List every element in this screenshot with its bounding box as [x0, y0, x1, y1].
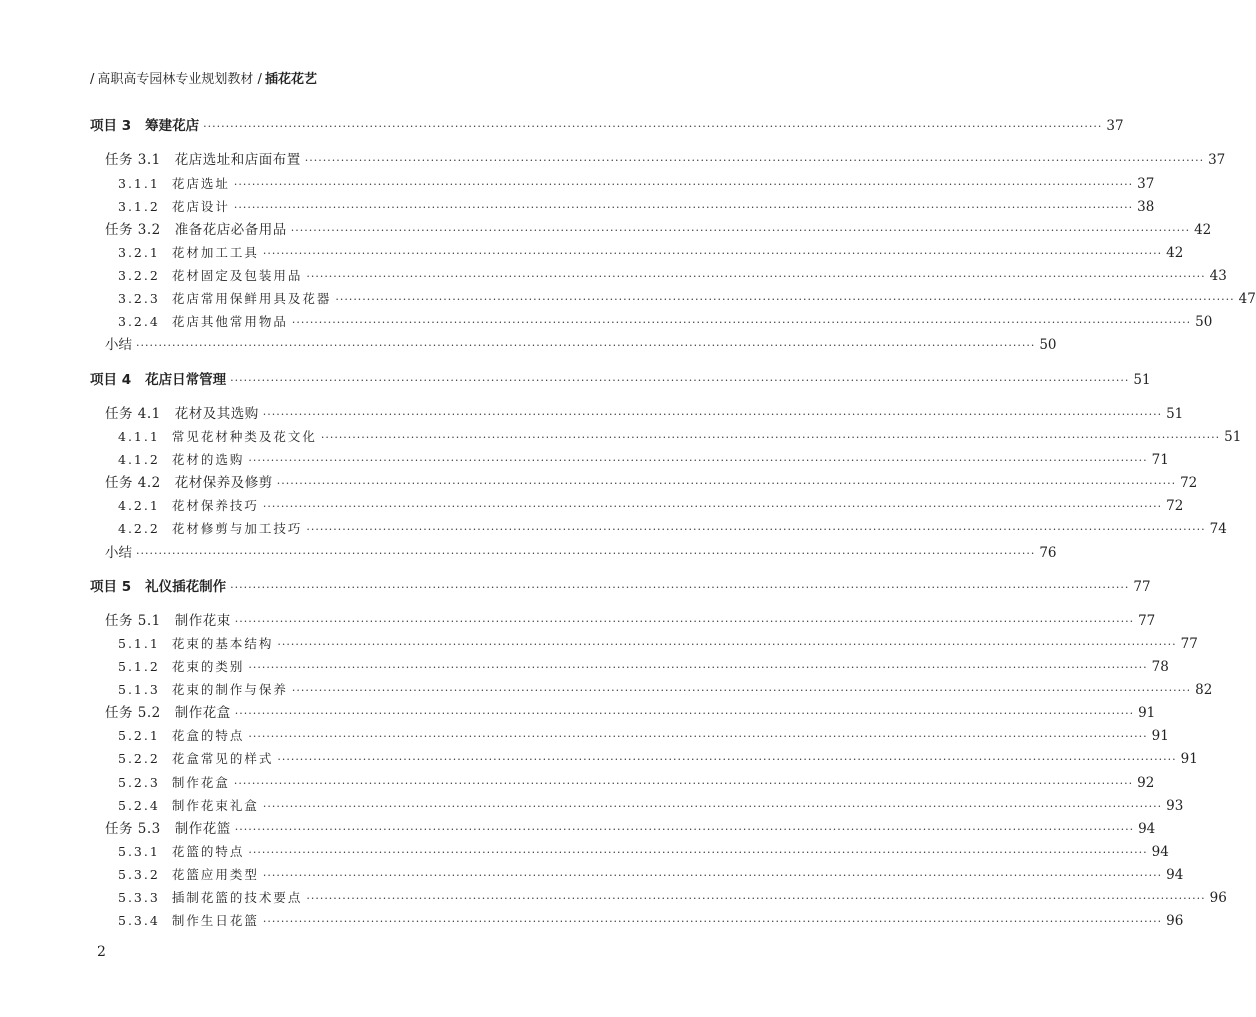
- toc-entry-title: 花店其他常用物品: [171, 314, 288, 329]
- toc-entry-page: 51: [1133, 372, 1151, 388]
- toc-entry-page: 77: [1133, 579, 1151, 595]
- toc-entry-number: 任务 5.3: [105, 821, 161, 837]
- toc-entry-label: [105, 543, 132, 563]
- toc-entry-label: [118, 243, 259, 263]
- toc-entry-title: 花材保养及修剪: [174, 475, 273, 491]
- toc-entry-number: 5.3.1: [118, 844, 160, 859]
- toc-entry-label: [105, 819, 231, 839]
- toc-entry[interactable]: [0, 116, 1124, 136]
- toc-entry-number: 4.2.2: [118, 521, 160, 536]
- toc-entry-title: 花店选址: [171, 176, 230, 191]
- toc-entry-label: [105, 611, 231, 631]
- toc-entry-page: 91: [1151, 728, 1169, 744]
- toc-entry-page: 43: [1209, 268, 1227, 284]
- leader-dots: ········································································································································································································: [262, 247, 1163, 260]
- toc-entry-page: 38: [1137, 199, 1155, 215]
- page-number: 2: [97, 944, 106, 960]
- toc-entry[interactable]: [0, 680, 1213, 700]
- toc-entry-title: 礼仪插花制作: [145, 579, 227, 595]
- toc-entry-page: 78: [1151, 659, 1169, 675]
- toc-entry-label: [118, 197, 230, 217]
- toc-entry-number: 任务 4.2: [105, 475, 161, 491]
- toc-entry-title: 花店日常管理: [145, 372, 227, 388]
- leader-dots: ········································································································································································································: [230, 581, 1130, 594]
- toc-entry[interactable]: [0, 174, 1155, 194]
- toc-entry-label: [118, 911, 259, 931]
- toc-entry[interactable]: [0, 634, 1198, 654]
- leader-dots: ········································································································································································································: [234, 823, 1135, 836]
- toc-entry[interactable]: [0, 819, 1156, 839]
- toc-entry-number: 任务 3.1: [105, 152, 161, 168]
- toc-entry[interactable]: [0, 335, 1057, 355]
- toc-entry-label: [118, 496, 259, 516]
- leader-dots: ········································································································································································································: [234, 615, 1135, 628]
- toc-entry[interactable]: [0, 519, 1227, 539]
- toc-entry-title: 花店常用保鲜用具及花器: [171, 291, 332, 306]
- toc-entry-number: 5.3.2: [118, 867, 160, 882]
- leader-dots: ········································································································································································································: [262, 800, 1163, 813]
- toc-entry-page: 47: [1238, 291, 1256, 307]
- toc-entry-title: 花材的选购: [171, 452, 245, 467]
- toc-entry[interactable]: [0, 243, 1184, 263]
- toc-entry[interactable]: [0, 197, 1155, 217]
- toc-entry-title: 花束的类别: [171, 659, 245, 674]
- toc-entry-number: 4.1.2: [118, 452, 160, 467]
- toc-entry-title: 花材固定及包装用品: [171, 268, 303, 283]
- toc-entry-page: 91: [1138, 705, 1156, 721]
- leader-dots: ········································································································································································································: [306, 270, 1206, 283]
- toc-entry-title: 小结: [105, 545, 132, 561]
- toc-entry-title: 花盒的特点: [171, 728, 245, 743]
- toc-entry-number: 项目 4: [90, 372, 132, 388]
- toc-entry-page: 51: [1224, 429, 1242, 445]
- leader-dots: ········································································································································································································: [248, 661, 1148, 674]
- leader-dots: ········································································································································································································: [262, 500, 1163, 513]
- toc-entry-title: 制作生日花篮: [171, 913, 259, 928]
- leader-dots: ········································································································································································································: [276, 477, 1177, 490]
- toc-entry-title: 花材保养技巧: [171, 498, 259, 513]
- toc-entry-label: [105, 220, 287, 240]
- toc-entry-number: 3.2.2: [118, 268, 160, 283]
- toc-entry-label: [118, 657, 244, 677]
- toc-entry-page: 96: [1166, 913, 1184, 929]
- toc-entry-number: 3.2.1: [118, 245, 160, 260]
- toc-entry-page: 72: [1166, 498, 1184, 514]
- leader-dots: ········································································································································································································: [262, 408, 1163, 421]
- toc-entry[interactable]: [0, 543, 1057, 563]
- toc-entry-title: 准备花店必备用品: [174, 222, 287, 238]
- toc-entry[interactable]: [0, 657, 1169, 677]
- toc-entry-title: 制作花束: [174, 613, 231, 629]
- toc-entry-page: 72: [1180, 475, 1198, 491]
- book-title: 插花花艺: [264, 72, 317, 87]
- toc-entry-title: 花篮的特点: [171, 844, 245, 859]
- toc-entry[interactable]: [0, 865, 1184, 885]
- toc-entry[interactable]: [0, 749, 1198, 769]
- leader-dots: ········································································································································································································: [234, 707, 1135, 720]
- toc-entry-number: 任务 4.1: [105, 406, 161, 422]
- leader-dots: ········································································································································································································: [248, 846, 1148, 859]
- toc-entry-label: [118, 427, 317, 447]
- toc-entry-page: 94: [1166, 867, 1184, 883]
- toc-entry-number: 3.1.2: [118, 199, 160, 214]
- toc-entry[interactable]: [0, 773, 1155, 793]
- toc-entry[interactable]: [0, 289, 1256, 309]
- toc-entry[interactable]: [0, 220, 1212, 240]
- toc-entry-number: 3.1.1: [118, 176, 160, 191]
- toc-entry-number: 5.2.2: [118, 751, 160, 766]
- toc-entry-number: 5.3.4: [118, 913, 160, 928]
- toc-entry-label: [118, 266, 302, 286]
- toc-entry-number: 4.2.1: [118, 498, 160, 513]
- leader-dots: ········································································································································································································: [320, 431, 1221, 444]
- toc-entry-page: 77: [1138, 613, 1156, 629]
- toc-entry-label: [118, 289, 331, 309]
- leader-dots: ········································································································································································································: [248, 454, 1148, 467]
- leader-dots: ········································································································································································································: [233, 201, 1134, 214]
- toc-entry-label: [118, 796, 259, 816]
- toc-entry-number: 3.2.3: [118, 291, 160, 306]
- toc-entry-page: 93: [1166, 798, 1184, 814]
- leader-dots: ········································································································································································································: [262, 915, 1163, 928]
- leader-dots: ········································································································································································································: [306, 523, 1206, 536]
- leader-dots: ········································································································································································································: [291, 316, 1192, 329]
- toc-entry-number: 5.1.3: [118, 682, 160, 697]
- toc-entry-page: 77: [1180, 636, 1198, 652]
- toc-entry-page: 91: [1180, 751, 1198, 767]
- toc-entry-label: [118, 680, 288, 700]
- toc-entry-page: 37: [1208, 152, 1226, 168]
- toc-entry[interactable]: [0, 266, 1227, 286]
- leader-dots: ········································································································································································································: [203, 120, 1103, 133]
- toc-entry-number: 5.2.4: [118, 798, 160, 813]
- toc-entry-title: 花店选址和店面布置: [174, 152, 301, 168]
- leader-dots: ········································································································································································································: [277, 753, 1177, 766]
- toc-entry-page: 82: [1195, 682, 1213, 698]
- toc-entry-label: [105, 150, 301, 170]
- toc-entry[interactable]: [0, 911, 1184, 931]
- toc-entry[interactable]: [0, 796, 1184, 816]
- toc-entry-page: 51: [1166, 406, 1184, 422]
- toc-entry[interactable]: [0, 842, 1169, 862]
- leader-dots: ········································································································································································································: [306, 892, 1206, 905]
- leader-dots: ········································································································································································································: [233, 178, 1134, 191]
- toc-entry-title: 花篮应用类型: [171, 867, 259, 882]
- toc-entry-label: [118, 773, 230, 793]
- toc-entry-label: [118, 865, 259, 885]
- toc-entry-number: 3.2.4: [118, 314, 160, 329]
- toc-entry-label: [90, 370, 226, 390]
- toc-entry-title: 花束的制作与保养: [171, 682, 288, 697]
- leader-dots: ········································································································································································································: [304, 154, 1205, 167]
- book-series-title: 高职高专园林专业规划教材: [97, 72, 254, 87]
- toc-entry-label: [118, 888, 302, 908]
- toc-entry-page: 71: [1151, 452, 1169, 468]
- toc-entry[interactable]: [0, 577, 1151, 597]
- toc-entry-number: 5.2.1: [118, 728, 160, 743]
- toc-entry[interactable]: [0, 370, 1151, 390]
- toc-entry[interactable]: [0, 726, 1169, 746]
- toc-entry-page: 42: [1166, 245, 1184, 261]
- toc-entry-page: 96: [1209, 890, 1227, 906]
- leader-dots: ········································································································································································································: [233, 777, 1134, 790]
- toc-entry-number: 任务 5.2: [105, 705, 161, 721]
- toc-entry[interactable]: [0, 611, 1156, 631]
- toc-entry-number: 任务 3.2: [105, 222, 161, 238]
- toc-entry-title: 筹建花店: [145, 118, 200, 134]
- toc-entry-title: 花束的基本结构: [171, 636, 274, 651]
- toc-entry-label: [118, 749, 273, 769]
- toc-entry[interactable]: [0, 703, 1156, 723]
- toc-entry[interactable]: [0, 404, 1184, 424]
- toc-entry-label: [118, 634, 273, 654]
- toc-entry-label: [105, 473, 273, 493]
- leader-dots: ········································································································································································································: [335, 293, 1235, 306]
- running-header: [90, 68, 317, 87]
- toc-entry-label: [118, 174, 230, 194]
- toc-entry-label: [90, 116, 199, 136]
- toc-entry-title: 花材修剪与加工技巧: [171, 521, 303, 536]
- toc-entry-number: 4.1.1: [118, 429, 160, 444]
- leader-dots: ········································································································································································································: [277, 638, 1177, 651]
- toc-entry-page: 50: [1039, 337, 1057, 353]
- leader-dots: ········································································································································································································: [290, 224, 1191, 237]
- toc-entry-number: 项目 5: [90, 579, 132, 595]
- leader-dots: ········································································································································································································: [291, 684, 1192, 697]
- toc-entry[interactable]: [0, 473, 1198, 493]
- toc-entry-title: 制作花束礼盒: [171, 798, 259, 813]
- toc-entry-title: 制作花盒: [171, 775, 230, 790]
- toc-entry[interactable]: [0, 496, 1184, 516]
- leader-dots: ········································································································································································································: [262, 869, 1163, 882]
- header-separator: /: [90, 72, 95, 87]
- toc-entry-label: [105, 404, 259, 424]
- toc-entry[interactable]: [0, 888, 1227, 908]
- toc-entry-title: 制作花篮: [174, 821, 231, 837]
- leader-dots: ········································································································································································································: [136, 339, 1036, 352]
- leader-dots: ········································································································································································································: [230, 374, 1130, 387]
- toc-entry-page: 50: [1195, 314, 1213, 330]
- toc-entry-number: 5.2.3: [118, 775, 160, 790]
- toc-entry-page: 76: [1039, 545, 1057, 561]
- toc-entry-label: [118, 842, 244, 862]
- toc-entry-label: [118, 726, 244, 746]
- toc-entry[interactable]: [0, 150, 1226, 170]
- toc-entry-page: 42: [1194, 222, 1212, 238]
- toc-entry-title: 常见花材种类及花文化: [171, 429, 317, 444]
- toc-entry-number: 5.1.2: [118, 659, 160, 674]
- toc-entry-page: 74: [1209, 521, 1227, 537]
- header-separator: /: [257, 72, 262, 87]
- toc-entry-title: 插制花篮的技术要点: [171, 890, 303, 905]
- toc-entry-title: 花店设计: [171, 199, 230, 214]
- toc-entry-page: 37: [1106, 118, 1124, 134]
- toc-entry-title: 花材及其选购: [174, 406, 259, 422]
- toc-entry-label: [90, 577, 226, 597]
- toc-entry-page: 94: [1151, 844, 1169, 860]
- toc-entry-number: 项目 3: [90, 118, 132, 134]
- toc-entry-label: [105, 703, 231, 723]
- leader-dots: ········································································································································································································: [136, 547, 1036, 560]
- toc-entry-number: 任务 5.1: [105, 613, 161, 629]
- toc-entry-page: 37: [1137, 176, 1155, 192]
- toc-entry-number: 5.1.1: [118, 636, 160, 651]
- toc-entry-title: 花材加工工具: [171, 245, 259, 260]
- toc-entry-title: 花盒常见的样式: [171, 751, 274, 766]
- toc-entry[interactable]: [0, 450, 1169, 470]
- toc-entry[interactable]: [0, 427, 1242, 447]
- toc-entry[interactable]: [0, 312, 1213, 332]
- leader-dots: ········································································································································································································: [248, 730, 1148, 743]
- toc-entry-label: [118, 450, 244, 470]
- toc-entry-number: 5.3.3: [118, 890, 160, 905]
- toc-entry-label: [118, 312, 288, 332]
- toc-entry-page: 92: [1137, 775, 1155, 791]
- toc-entry-label: [105, 335, 132, 355]
- toc-entry-page: 94: [1138, 821, 1156, 837]
- toc-entry-label: [118, 519, 302, 539]
- toc-entry-title: 小结: [105, 337, 132, 353]
- toc-entry-title: 制作花盒: [174, 705, 231, 721]
